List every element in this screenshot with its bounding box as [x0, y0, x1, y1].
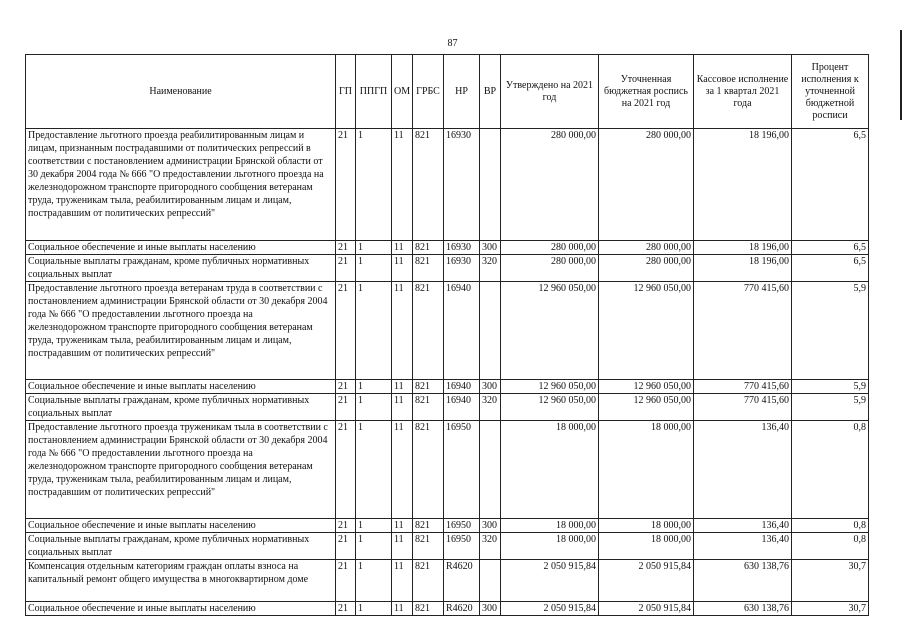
cell-cash: 18 196,00 — [694, 255, 792, 282]
cell-gp: 21 — [336, 519, 356, 533]
cell-approved: 280 000,00 — [501, 129, 599, 241]
cell-ppgp: 1 — [356, 602, 392, 616]
table-row — [26, 519, 869, 533]
cell-np: 16930 — [444, 129, 480, 241]
header-refined: Уточненная бюджетная роспись на 2021 год — [599, 55, 694, 129]
cell-om: 11 — [392, 421, 413, 519]
cell-name: Социальные выплаты гражданам, кроме публичных нормативных социальных выплат — [26, 255, 336, 282]
cell-np: R4620 — [444, 560, 480, 602]
cell-approved: 12 960 050,00 — [501, 394, 599, 421]
table-row — [26, 380, 869, 394]
cell-om: 11 — [392, 519, 413, 533]
cell-name: Социальное обеспечение и иные выплаты населению — [26, 519, 336, 533]
cell-cash: 770 415,60 — [694, 282, 792, 380]
cell-ppgp: 1 — [356, 380, 392, 394]
cell-gp: 21 — [336, 380, 356, 394]
header-ppgp: ППГП — [356, 55, 392, 129]
cell-approved: 2 050 915,84 — [501, 560, 599, 602]
cell-om: 11 — [392, 241, 413, 255]
cell-name: Предоставление льготного проезда труженикам тыла в соответствии с постановлением администрации Брянской области от 30 декабря 2004 года № 666 "О предоставлении льготного проезда на железнодорожном транспорте пригородного сообщения ветеранам труда, труженикам тыла, реабилитированным лицам и лицам, пострадавшим от политических репрессий" — [26, 421, 336, 519]
cell-grbs: 821 — [413, 129, 444, 241]
cell-vr: 300 — [480, 241, 501, 255]
cell-percent: 5,9 — [792, 380, 869, 394]
cell-vr: 320 — [480, 255, 501, 282]
cell-refined: 2 050 915,84 — [599, 560, 694, 602]
cell-approved: 2 050 915,84 — [501, 602, 599, 616]
cell-vr: 320 — [480, 533, 501, 560]
cell-grbs: 821 — [413, 519, 444, 533]
cell-approved: 18 000,00 — [501, 533, 599, 560]
cell-percent: 6,5 — [792, 241, 869, 255]
cell-vr: 320 — [480, 394, 501, 421]
cell-cash: 136,40 — [694, 421, 792, 519]
cell-approved: 12 960 050,00 — [501, 282, 599, 380]
cell-percent: 6,5 — [792, 129, 869, 241]
cell-vr — [480, 129, 501, 241]
table-row — [26, 421, 869, 519]
cell-vr: 300 — [480, 380, 501, 394]
cell-grbs: 821 — [413, 533, 444, 560]
cell-name: Предоставление льготного проезда реабилитированным лицам и лицам, признанным пострадавшими от политических репрессий в соответствии с постановлением администрации Брянской области от 30 декабря 2004 года № 666 "О предоставлении льготного проезда на железнодорожном транспорте пригородного сообщения ветеранам труда, труженикам тыла, реабилитированным лицам и лицам, пострадавшим от политических репрессий" — [26, 129, 336, 241]
cell-grbs: 821 — [413, 282, 444, 380]
cell-np: 16940 — [444, 394, 480, 421]
table-header-row — [26, 55, 869, 129]
cell-gp: 21 — [336, 560, 356, 602]
header-approved: Утверждено на 2021 год — [501, 55, 599, 129]
cell-gp: 21 — [336, 241, 356, 255]
cell-percent: 5,9 — [792, 282, 869, 380]
cell-np: 16950 — [444, 519, 480, 533]
header-gp: ГП — [336, 55, 356, 129]
cell-om: 11 — [392, 129, 413, 241]
table-row — [26, 533, 869, 560]
cell-om: 11 — [392, 255, 413, 282]
cell-name: Предоставление льготного проезда ветеранам труда в соответствии с постановлением администрации Брянской области от 30 декабря 2004 года № 666 "О предоставлении льготного проезда на железнодорожном транспорте пригородного сообщения ветеранам труда, труженикам тыла, реабилитированным лицам и лицам, пострадавшим от политических репрессий" — [26, 282, 336, 380]
cell-ppgp: 1 — [356, 560, 392, 602]
cell-refined: 12 960 050,00 — [599, 394, 694, 421]
table-row — [26, 241, 869, 255]
table-row — [26, 394, 869, 421]
cell-name: Социальные выплаты гражданам, кроме публичных нормативных социальных выплат — [26, 394, 336, 421]
cell-percent: 5,9 — [792, 394, 869, 421]
table-row — [26, 282, 869, 380]
cell-name: Социальное обеспечение и иные выплаты населению — [26, 602, 336, 616]
table-row — [26, 602, 869, 616]
cell-name: Социальное обеспечение и иные выплаты населению — [26, 380, 336, 394]
cell-name: Компенсация отдельным категориям граждан оплаты взноса на капитальный ремонт общего имущества в многоквартирном доме — [26, 560, 336, 602]
cell-vr: 300 — [480, 602, 501, 616]
cell-name: Социальные выплаты гражданам, кроме публичных нормативных социальных выплат — [26, 533, 336, 560]
cell-np: 16950 — [444, 533, 480, 560]
cell-gp: 21 — [336, 129, 356, 241]
cell-gp: 21 — [336, 282, 356, 380]
page-number: 87 — [447, 38, 458, 49]
cell-ppgp: 1 — [356, 519, 392, 533]
cell-om: 11 — [392, 282, 413, 380]
cell-refined: 18 000,00 — [599, 421, 694, 519]
cell-ppgp: 1 — [356, 533, 392, 560]
header-name: Наименование — [26, 55, 336, 129]
cell-grbs: 821 — [413, 394, 444, 421]
table-row — [26, 255, 869, 282]
cell-cash: 770 415,60 — [694, 380, 792, 394]
cell-grbs: 821 — [413, 255, 444, 282]
cell-gp: 21 — [336, 533, 356, 560]
cell-cash: 18 196,00 — [694, 129, 792, 241]
cell-cash: 630 138,76 — [694, 560, 792, 602]
cell-approved: 12 960 050,00 — [501, 380, 599, 394]
header-om: ОМ — [392, 55, 413, 129]
cell-refined: 280 000,00 — [599, 255, 694, 282]
cell-approved: 18 000,00 — [501, 519, 599, 533]
table-row — [26, 129, 869, 241]
cell-name: Социальное обеспечение и иные выплаты населению — [26, 241, 336, 255]
cell-om: 11 — [392, 394, 413, 421]
cell-vr: 300 — [480, 519, 501, 533]
cell-gp: 21 — [336, 602, 356, 616]
cell-gp: 21 — [336, 421, 356, 519]
cell-vr — [480, 421, 501, 519]
cell-percent: 0,8 — [792, 421, 869, 519]
cell-cash: 630 138,76 — [694, 602, 792, 616]
header-percent: Процент исполнения к уточненной бюджетной росписи — [792, 55, 869, 129]
cell-refined: 280 000,00 — [599, 241, 694, 255]
cell-ppgp: 1 — [356, 421, 392, 519]
cell-om: 11 — [392, 602, 413, 616]
cell-np: 16930 — [444, 255, 480, 282]
cell-approved: 280 000,00 — [501, 241, 599, 255]
cell-om: 11 — [392, 380, 413, 394]
header-vr: ВР — [480, 55, 501, 129]
cell-gp: 21 — [336, 255, 356, 282]
cell-vr — [480, 282, 501, 380]
cell-np: 16940 — [444, 380, 480, 394]
header-cash: Кассовое исполнение за 1 квартал 2021 года — [694, 55, 792, 129]
cell-percent: 30,7 — [792, 560, 869, 602]
cell-percent: 30,7 — [792, 602, 869, 616]
cell-ppgp: 1 — [356, 394, 392, 421]
cell-percent: 6,5 — [792, 255, 869, 282]
cell-grbs: 821 — [413, 560, 444, 602]
budget-table — [25, 54, 869, 616]
cell-approved: 280 000,00 — [501, 255, 599, 282]
table-body — [26, 129, 869, 616]
cell-np: R4620 — [444, 602, 480, 616]
cell-np: 16950 — [444, 421, 480, 519]
cell-refined: 12 960 050,00 — [599, 380, 694, 394]
cell-refined: 280 000,00 — [599, 129, 694, 241]
cell-cash: 136,40 — [694, 533, 792, 560]
cell-vr — [480, 560, 501, 602]
header-grbs: ГРБС — [413, 55, 444, 129]
cell-ppgp: 1 — [356, 241, 392, 255]
cell-cash: 136,40 — [694, 519, 792, 533]
header-np: НР — [444, 55, 480, 129]
cell-cash: 18 196,00 — [694, 241, 792, 255]
cell-refined: 12 960 050,00 — [599, 282, 694, 380]
cell-om: 11 — [392, 533, 413, 560]
cell-percent: 0,8 — [792, 519, 869, 533]
cell-percent: 0,8 — [792, 533, 869, 560]
cell-refined: 2 050 915,84 — [599, 602, 694, 616]
cell-cash: 770 415,60 — [694, 394, 792, 421]
cell-om: 11 — [392, 560, 413, 602]
cell-ppgp: 1 — [356, 129, 392, 241]
cell-refined: 18 000,00 — [599, 519, 694, 533]
cell-grbs: 821 — [413, 421, 444, 519]
cell-ppgp: 1 — [356, 255, 392, 282]
cell-refined: 18 000,00 — [599, 533, 694, 560]
cell-ppgp: 1 — [356, 282, 392, 380]
cell-grbs: 821 — [413, 241, 444, 255]
cell-np: 16940 — [444, 282, 480, 380]
cell-grbs: 821 — [413, 380, 444, 394]
cell-gp: 21 — [336, 394, 356, 421]
cell-grbs: 821 — [413, 602, 444, 616]
cell-approved: 18 000,00 — [501, 421, 599, 519]
table-row — [26, 560, 869, 602]
cell-np: 16930 — [444, 241, 480, 255]
page-edge-line — [900, 30, 902, 120]
